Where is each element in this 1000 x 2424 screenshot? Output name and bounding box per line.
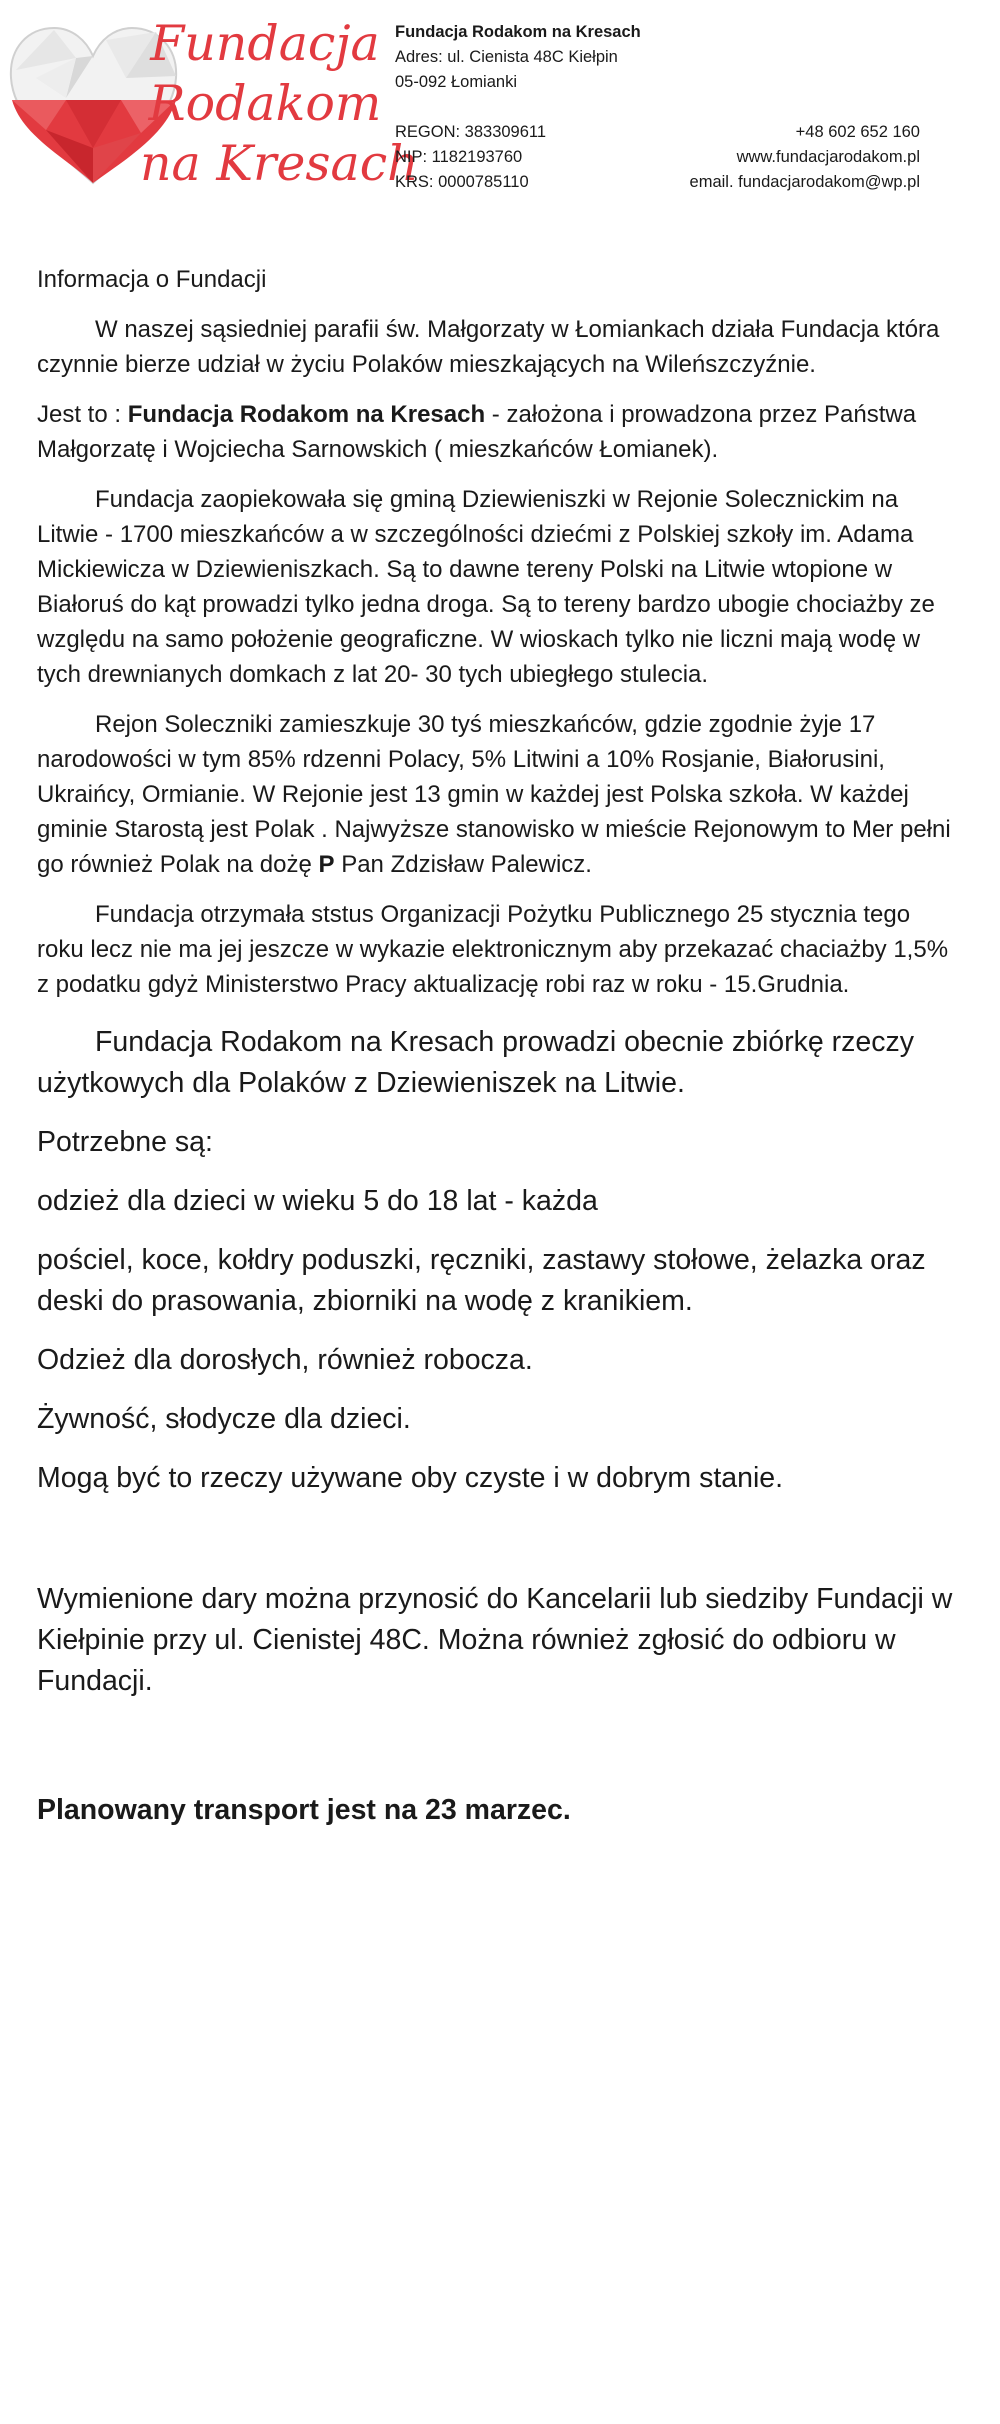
paragraph-4 — [37, 707, 957, 882]
paragraph-2-suffix: - założona i prowadzona przez Państwa Małgorzatę i Wojciecha Sarnowskich ( mieszkańców Łomianek). — [37, 401, 917, 463]
address-line-1: Adres: ul. Cienista 48C Kiełpin — [395, 48, 618, 66]
logo-line-1: Fundacja — [150, 15, 380, 72]
regon: REGON: 383309611 — [395, 123, 547, 141]
paragraph-6: Fundacja Rodakom na Kresach prowadzi obecnie zbiórkę rzeczy użytkowych dla Polaków z Dziewieniszek na Litwie. — [37, 1026, 914, 1099]
email-link[interactable]: email. fundacjarodakom@wp.pl — [689, 173, 920, 191]
paragraph-4-main: Rejon Soleczniki zamieszkuje 30 tyś mieszkańców, gdzie zgodnie żyje 17 narodowości w tym 85% rdzenni Polacy, 5% Litwini a 10% Rosjanie, Białorusini, Ukraińcy, Ormianie. W Rejonie jest 13 gmin w każdej jest Polska szkoła. W każdej gminie Starostą jest Polak . Najwyższe stanowisko w mieście Rejonowym to Mer pełni go również Polak na dożę — [37, 711, 951, 878]
address-line-2: 05-092 Łomianki — [395, 73, 517, 91]
letter-body — [37, 262, 957, 1831]
nip: NIP: 1182193760 — [395, 148, 523, 166]
website-link[interactable]: www.fundacjarodakom.pl — [736, 148, 920, 166]
phone: +48 602 652 160 — [795, 123, 920, 141]
need-item-4: Żywność, słodycze dla dzieci. — [37, 1403, 411, 1435]
paragraph-5: Fundacja otrzymała ststus Organizacji Pożytku Publicznego 25 stycznia tego roku lecz nie ma jej jeszcze w wykazie elektronicznym aby przekazać chaciażby 1,5% z podatku gdyż Ministerstwo Pracy aktualizację robi raz w roku - 15.Grudnia. — [37, 901, 949, 998]
need-item-3: Odzież dla dorosłych, również robocza. — [37, 1344, 533, 1376]
krs: KRS: 0000785110 — [395, 173, 529, 191]
body-heading: Informacja o Fundacji — [37, 266, 267, 293]
foundation-logo — [0, 0, 419, 205]
paragraph-2-prefix: Jest to : — [37, 401, 128, 428]
logo-line-2: Rodakom — [148, 75, 382, 132]
needs-heading: Potrzebne są: — [37, 1126, 213, 1158]
paragraph-1: W naszej sąsiedniej parafii św. Małgorzaty w Łomiankach działa Fundacja która czynnie bierze udział w życiu Polaków mieszkających na Wileńszczyźnie. — [37, 316, 940, 378]
need-item-2: pościel, koce, kołdry poduszki, ręczniki, zastawy stołowe, żelazka oraz deski do prasowania, zbiorniki na wodę z kranikiem. — [37, 1244, 926, 1317]
transport-date: Planowany transport jest na 23 marzec. — [37, 1794, 571, 1826]
paragraph-4-bold: P — [318, 851, 335, 878]
paragraph-3: Fundacja zaopiekowała się gminą Dziewieniszki w Rejonie Solecznickim na Litwie - 1700 mieszkańców a w szczególności dziećmi z Polskiej szkoły im. Adama Mickiewicza w Dziewieniszkach. Są to dawne tereny Polski na Litwie wtopione w Białoruś do kąt prowadzi tylko jedna droga. Są to tereny bardzo ubogie chociażby ze względu na samo położenie geograficzne. W wioskach tylko nie liczni mają wodę w tych drewnianych domkach z lat 20- 30 tych ubiegłego stulecia. — [37, 486, 935, 688]
org-name: Fundacja Rodakom na Kresach — [395, 23, 641, 41]
logo-line-3: na Kresach — [140, 135, 419, 192]
org-details — [395, 20, 920, 195]
logo-wordmark — [140, 14, 419, 194]
paragraph-2-bold: Fundacja Rodakom na Kresach — [127, 401, 486, 428]
need-item-1: odzież dla dzieci w wieku 5 do 18 lat - każda — [37, 1185, 598, 1217]
need-item-5: Mogą być to rzeczy używane oby czyste i w dobrym stanie. — [37, 1462, 784, 1494]
paragraph-2 — [37, 397, 957, 467]
paragraph-7: Wymienione dary można przynosić do Kancelarii lub siedziby Fundacji w Kiełpinie przy ul. Cienistej 48C. Można również zgłosić do odbioru w Fundacji. — [37, 1583, 953, 1697]
paragraph-4-end: Pan Zdzisław Palewicz. — [334, 851, 592, 878]
